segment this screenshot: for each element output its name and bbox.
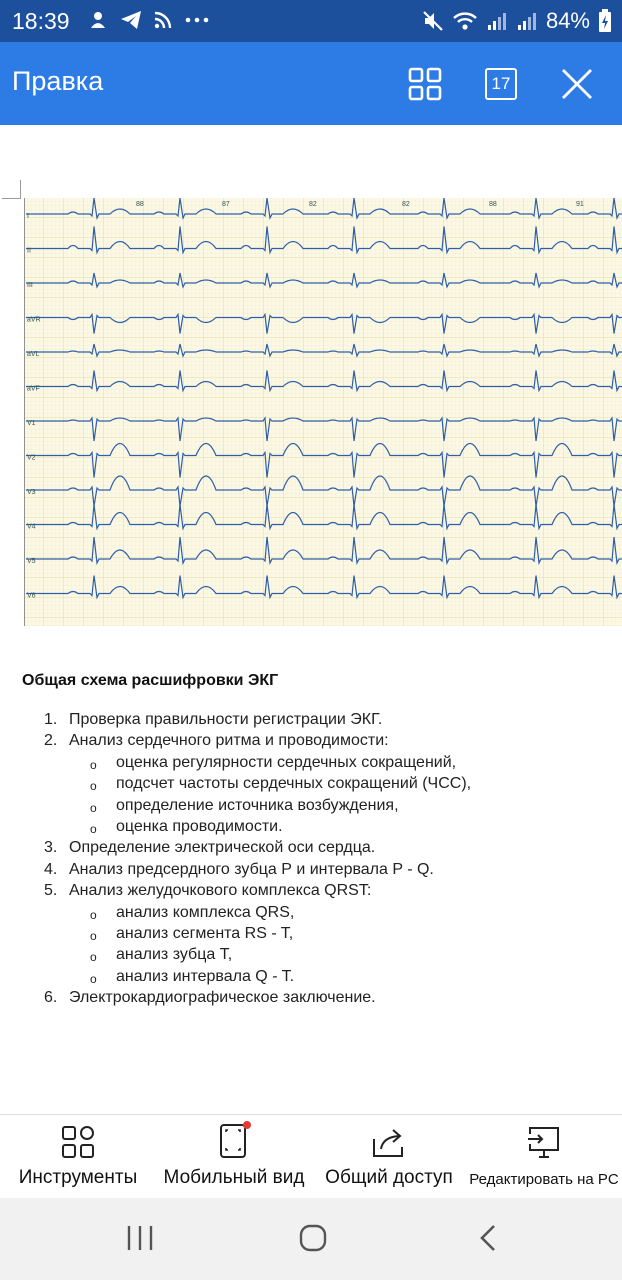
list-item-number: 4. — [44, 860, 58, 878]
sub-list-item-text: анализ сегмента RS - T, — [116, 925, 294, 942]
ecg-rate-mark: 82 — [309, 201, 317, 208]
signal-icon — [486, 10, 508, 32]
bullet-icon: o — [90, 971, 97, 986]
share-label: Общий доступ — [325, 1167, 453, 1188]
ecg-image — [24, 198, 622, 626]
grid-icon — [408, 67, 442, 101]
edit-on-pc-button[interactable] — [468, 1115, 620, 1199]
ecg-lead-label: I — [27, 213, 29, 220]
ecg-lead-label: V3 — [27, 489, 36, 496]
ecg-rate-mark: 82 — [402, 201, 410, 208]
ecg-lead-label: V2 — [27, 454, 36, 462]
status-time: 18:39 — [12, 8, 70, 34]
sub-list-item-text: оценка регулярности сердечных сокращений, — [116, 753, 457, 771]
list-item-number: 5. — [44, 882, 58, 900]
list-item-text: Электрокардиографическое заключение. — [69, 989, 376, 1007]
list-item-text: Проверка правильности регистрации ЭКГ. — [69, 711, 383, 728]
bullet-icon: o — [90, 757, 97, 772]
ecg-rate-mark: 88 — [136, 201, 144, 208]
list-item-number: 3. — [44, 839, 58, 857]
sub-list-item-text: анализ интервала Q - T. — [116, 967, 295, 985]
battery-percent: 84% — [545, 8, 590, 33]
rss-icon — [154, 11, 172, 29]
list-item-number: 1. — [44, 711, 58, 728]
bullet-icon: o — [90, 929, 97, 943]
mobile-view-icon — [216, 1121, 252, 1159]
close-button[interactable] — [555, 62, 599, 106]
ecg-lead-label: aVF — [27, 385, 40, 393]
sub-list-item-text: подсчет частоты сердечных сокращений (ЧСС), — [116, 775, 472, 793]
ecg-lead-label: II — [27, 247, 31, 255]
back-icon — [478, 1223, 498, 1253]
sub-list-item-text: определение источника возбуждения, — [116, 796, 399, 814]
bullet-icon: o — [90, 907, 97, 922]
system-nav-bar — [0, 1198, 622, 1280]
ecg-rate-mark: 88 — [489, 201, 497, 208]
page-count-button[interactable] — [479, 62, 523, 106]
page-corner-mark — [2, 180, 21, 199]
list-item-text: Анализ сердечного ритма и проводимости: — [69, 732, 389, 750]
signal-icon-2 — [516, 10, 538, 32]
grid-view-button[interactable] — [403, 62, 447, 106]
mobile-view-label: Мобильный вид — [163, 1167, 305, 1188]
recent-apps-button[interactable] — [118, 1216, 162, 1260]
ecg-lead-label: V5 — [27, 558, 36, 565]
more-notifications-icon — [184, 15, 210, 25]
tools-label: Инструменты — [18, 1167, 138, 1188]
bullet-icon: o — [90, 800, 97, 815]
share-icon — [371, 1125, 407, 1159]
list-item-text: Анализ предсердного зубца Р и интервала P - Q. — [69, 860, 434, 878]
document-heading: Общая схема расшифровки ЭКГ — [22, 672, 279, 689]
list-item-number: 6. — [44, 989, 58, 1007]
bottom-toolbar — [0, 1114, 622, 1199]
home-button[interactable] — [290, 1216, 336, 1260]
list-item-text: Анализ желудочкового комплекса QRST: — [69, 882, 372, 900]
ecg-rate-mark: 91 — [576, 201, 584, 208]
ecg-lead-label: V4 — [27, 523, 36, 531]
battery-icon — [598, 9, 612, 33]
mute-icon — [422, 10, 444, 32]
bullet-icon: o — [90, 779, 97, 794]
system-indicators — [422, 8, 612, 34]
telegram-icon — [120, 10, 142, 30]
page-count-badge: 17 — [485, 68, 517, 100]
recent-apps-icon — [125, 1224, 155, 1252]
sub-list-item-text: анализ зубца T, — [116, 946, 233, 964]
mobile-view-button[interactable] — [160, 1115, 308, 1199]
ecg-lead-label: V6 — [27, 592, 36, 600]
status-bar — [0, 0, 622, 42]
wifi-icon — [452, 10, 478, 32]
sub-list-item-text: анализ комплекса QRS, — [116, 903, 295, 921]
app-bar — [0, 42, 622, 125]
home-icon — [298, 1223, 328, 1253]
bullet-icon: o — [90, 822, 97, 836]
ecg-rate-mark: 87 — [222, 201, 230, 208]
edit-on-pc-label: Редактировать на PC — [469, 1171, 619, 1188]
ecg-lead-label: III — [27, 282, 33, 289]
edit-on-pc-icon — [526, 1125, 562, 1159]
ecg-lead-label: aVL — [27, 351, 40, 358]
document-page — [0, 125, 622, 1113]
tools-icon — [61, 1125, 95, 1159]
ecg-lead-label: aVR — [27, 316, 41, 324]
app-notification-icon — [88, 10, 108, 30]
ecg-lead-label: V1 — [27, 420, 36, 427]
bullet-icon: o — [90, 950, 97, 965]
list-item-text: Определение электрической оси сердца. — [69, 839, 376, 857]
share-button[interactable] — [322, 1115, 456, 1199]
list-item-number: 2. — [44, 732, 58, 750]
notification-icons — [88, 10, 210, 30]
back-button[interactable] — [466, 1216, 510, 1260]
tools-button[interactable] — [14, 1115, 142, 1199]
sub-list-item-text: оценка проводимости. — [116, 818, 283, 835]
close-icon — [560, 67, 594, 101]
page-title: Правка — [12, 66, 104, 96]
